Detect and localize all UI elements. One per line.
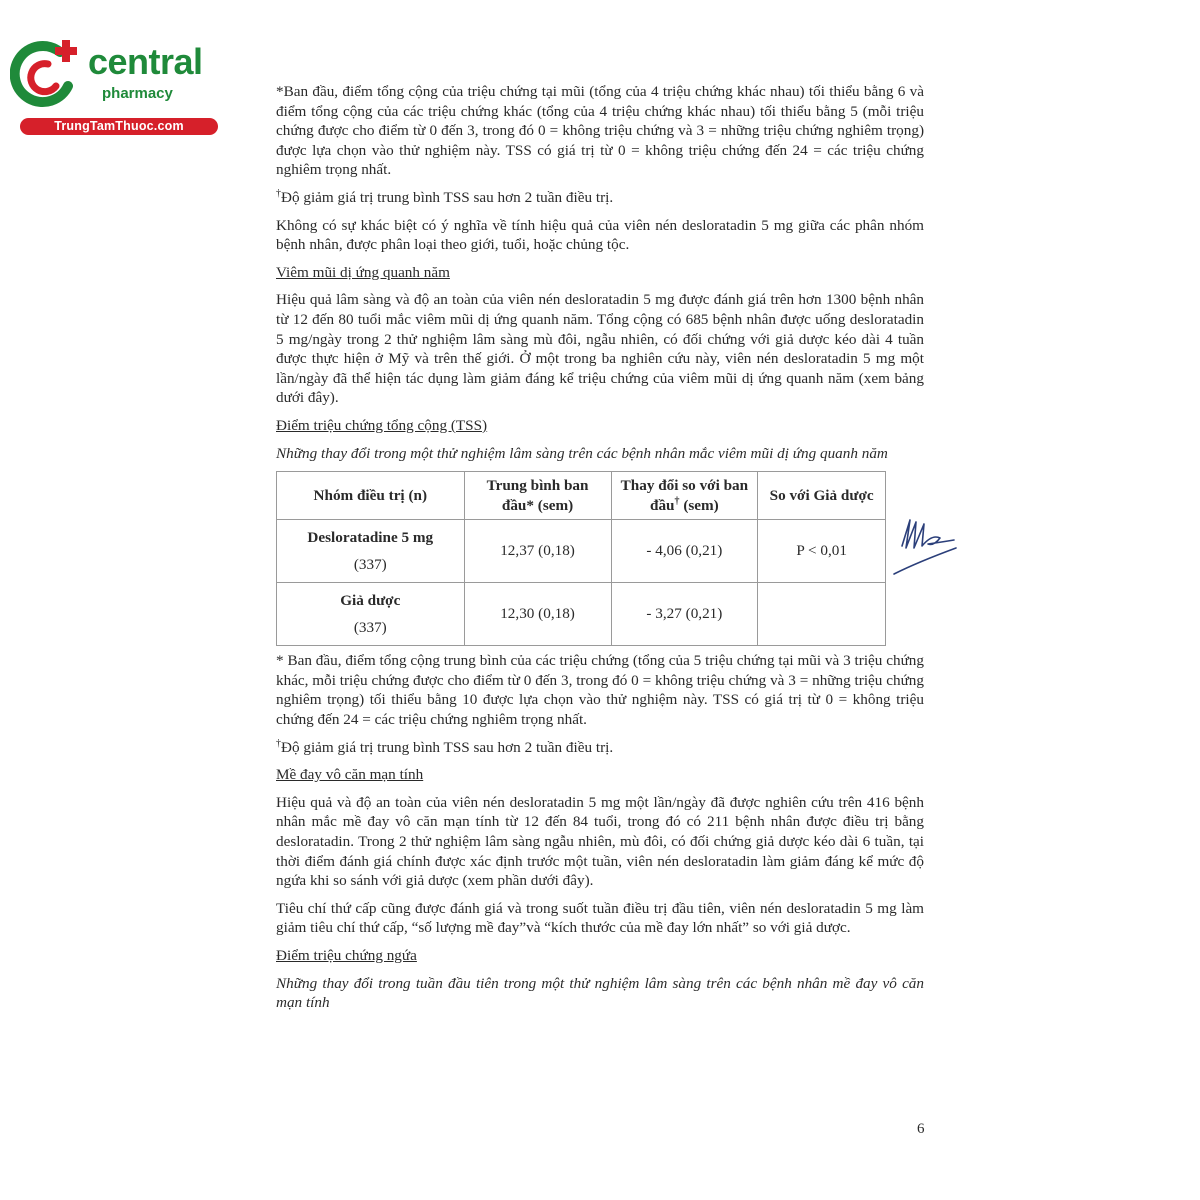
chronic-urticaria-paragraph: Hiệu quả và độ an toàn của viên nén desloratadin 5 mg một lần/ngày đã được nghiên cứu trên 416 bệnh nhân mắc mề đay vô căn mạn tính từ 12 đến 84 tuổi, trong đó có 211 bệnh nhân được điều trị bằng desloratadin. Trong 2 thử nghiệm lâm sàng ngẫu nhiên, mù đôi, có đối chứng giả dược kéo dài 6 tuần, tại thời điểm đánh giá chính được xác định trước một tuần, viên nén desloratadin làm giảm đáng kể mức độ ngứa khi so sánh với giả dược (xem phần dưới đây). <box>276 793 924 890</box>
dagger-mark: † <box>276 187 281 199</box>
dagger-mark: † <box>276 737 281 749</box>
section-heading-tss: Điểm triệu chứng tổng cộng (TSS) <box>276 416 488 434</box>
tss-results-table <box>276 471 886 646</box>
cell-change: - 4,06 (0,21) <box>611 520 758 583</box>
cell-vs-placebo <box>758 583 886 646</box>
dagger-mark: † <box>674 495 680 507</box>
pharmacy-logo <box>10 38 215 138</box>
page-number: 6 <box>917 1121 925 1137</box>
cell-group <box>277 520 465 583</box>
cell-baseline: 12,37 (0,18) <box>464 520 611 583</box>
table-row <box>277 520 886 583</box>
footnote-tss-reduction-2 <box>276 738 924 758</box>
footnote-nasal-symptoms: *Ban đầu, điểm tổng cộng của triệu chứng tại mũi (tổng của 4 triệu chứng khác nhau) tối thiểu bằng 6 và điểm tổng cộng của các triệu chứng khác (tổng của 4 triệu chứng khác nhau) tối thiểu bằng 5 (mỗi triệu chứng được cho điểm từ 0 đến 3, trong đó 0 = không triệu chứng và 3 = những triệu chứng nghiêm trọng) được lựa chọn vào thử nghiệm này. TSS có giá trị từ 0 = không triệu chứng đến 24 = các triệu chứng nghiêm trọng nhất. <box>276 83 924 179</box>
footnote-tss-reduction-2-text: Độ giảm giá trị trung bình TSS sau hơn 2 tuần điều trị. <box>281 738 614 756</box>
cell-vs-placebo: P < 0,01 <box>758 520 886 583</box>
central-logo-icon <box>10 38 88 116</box>
secondary-endpoints-paragraph: Tiêu chí thứ cấp cũng được đánh giá và trong suốt tuần điều trị đầu tiên, viên nén desloratadin 5 mg làm giảm tiêu chí thứ cấp, “số lượng mề đay”và “kích thước của mề đay lớn nhất” so với giả dược. <box>276 899 924 937</box>
group-n: (337) <box>353 556 387 574</box>
brand-name: central <box>88 41 203 82</box>
header-change-text: Thay đổi so với ban đầu <box>620 477 749 514</box>
header-baseline: Trung bình ban đầu* (sem) <box>464 472 611 520</box>
footnote-baseline-tss: * Ban đầu, điểm tổng cộng trung bình của các triệu chứng (tổng của 5 triệu chứng tại mũi và 3 triệu chứng khác, mỗi triệu chứng được cho điểm từ 0 đến 3, trong đó 0 = không triệu chứng và 3 = những triệu chứng nghiêm trọng) tối thiểu bằng 10 được lựa chọn vào thử nghiệm này. TSS có giá trị từ 0 = không triệu chứng đến 24 = các triệu chứng nghiêm trọng nhất. <box>276 652 924 729</box>
cell-baseline: 12,30 (0,18) <box>464 583 611 646</box>
pruritus-caption: Những thay đổi trong tuần đầu tiên trong một thử nghiệm lâm sàng trên các bệnh nhân mề đay vô căn mạn tính <box>276 974 924 1012</box>
perennial-rhinitis-paragraph: Hiệu quả lâm sàng và độ an toàn của viên nén desloratadin 5 mg được đánh giá trên hơn 1300 bệnh nhân từ 12 đến 80 tuổi mắc viêm mũi dị ứng quanh năm. Tổng cộng có 685 bệnh nhân được uống desloratadin 5 mg/ngày trong 2 thử nghiệm lâm sàng mù đôi, ngẫu nhiên, có đối chứng với giả dược kéo dài 4 tuần được thực hiện ở Mỹ và trên thế giới. Ở một trong ba nghiên cứu này, viên nén desloratadin 5 mg một lần/ngày đã thể hiện tác dụng làm giảm đáng kể triệu chứng của viêm mũi dị ứng quanh năm (xem bảng dưới đây). <box>276 291 924 407</box>
table-row <box>277 583 886 646</box>
header-change <box>611 472 758 520</box>
website-label[interactable]: TrungTamThuoc.com <box>20 118 218 135</box>
section-heading-perennial-rhinitis: Viêm mũi dị ứng quanh năm <box>276 263 450 281</box>
group-n: (337) <box>353 619 387 637</box>
footnote-tss-reduction-text: Độ giảm giá trị trung bình TSS sau hơn 2 tuần điều trị. <box>281 188 614 206</box>
header-change-sem: (sem) <box>679 496 719 514</box>
header-group: Nhóm điều trị (n) <box>277 472 465 520</box>
handwritten-signature-icon <box>888 512 968 582</box>
efficacy-subgroups-paragraph: Không có sự khác biệt có ý nghĩa về tính hiệu quả của viên nén desloratadin 5 mg giữa các phân nhóm bệnh nhân, được phân loại theo giới, tuổi, hoặc chủng tộc. <box>276 216 924 254</box>
header-vs-placebo: So với Giả dược <box>758 472 886 520</box>
group-name: Desloratadine 5 mg <box>307 529 434 547</box>
section-heading-chronic-urticaria: Mề đay vô căn mạn tính <box>276 766 424 784</box>
table-caption: Những thay đổi trong một thử nghiệm lâm sàng trên các bệnh nhân mắc viêm mũi dị ứng quanh năm <box>276 444 888 462</box>
group-name: Giả dược <box>340 592 401 610</box>
cell-group <box>277 583 465 646</box>
table-header-row <box>277 472 886 520</box>
footnote-tss-reduction <box>276 188 924 208</box>
section-heading-pruritus: Điểm triệu chứng ngứa <box>276 947 417 964</box>
brand-subtitle: pharmacy <box>102 85 173 102</box>
cell-change: - 3,27 (0,21) <box>611 583 758 646</box>
document-body <box>276 82 924 1013</box>
